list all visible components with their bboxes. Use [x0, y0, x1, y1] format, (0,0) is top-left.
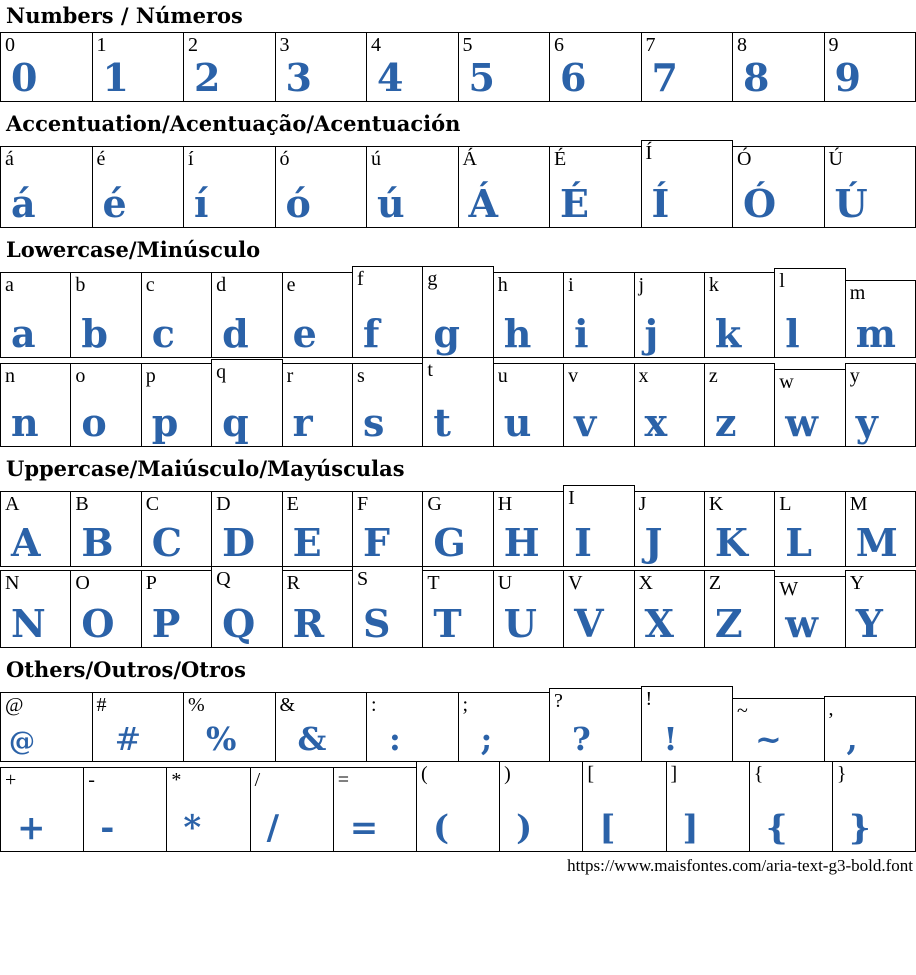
glyph-label: #: [96, 694, 107, 717]
glyph-cell: [704, 363, 775, 447]
glyph-cell: [141, 272, 212, 358]
glyph-cell: [845, 570, 916, 648]
glyph-cell: [0, 491, 71, 567]
section-lowercase: [0, 238, 916, 447]
glyph-preview: 3: [285, 55, 312, 101]
glyph-label: g: [427, 268, 438, 291]
section-title: Accentuation/Acentuação/Acentuación: [6, 111, 461, 137]
glyph-cell: [275, 32, 368, 102]
glyph-cell: [0, 32, 93, 102]
glyph-label: u: [497, 365, 508, 388]
glyph-preview: A: [11, 520, 41, 566]
glyph-preview: 5: [468, 55, 495, 101]
glyph-label: J: [638, 493, 647, 516]
glyph-row: [0, 566, 916, 648]
glyph-cell: [845, 280, 916, 358]
glyph-cell: [333, 767, 417, 852]
glyph-cell: [70, 570, 141, 648]
glyph-preview: %: [206, 720, 237, 759]
glyph-preview: -: [100, 808, 115, 849]
glyph-preview: [: [599, 808, 616, 849]
glyph-cell: [704, 491, 775, 567]
glyph-preview: }: [848, 808, 871, 849]
glyph-preview: 6: [560, 55, 587, 101]
glyph-preview: 4: [377, 55, 404, 101]
glyph-label: 6: [554, 34, 564, 57]
glyph-label: X: [638, 572, 653, 595]
glyph-label: ): [504, 763, 511, 786]
glyph-label: ?: [554, 690, 563, 713]
glyph-cell: [141, 363, 212, 447]
glyph-label: @: [5, 694, 24, 717]
glyph-label: U: [497, 572, 513, 595]
glyph-preview: K: [714, 520, 748, 566]
glyph-preview: É: [560, 181, 589, 227]
glyph-preview: k: [714, 311, 742, 357]
glyph-label: c: [145, 274, 155, 297]
section-numbers: [0, 4, 916, 102]
glyph-cell: [416, 761, 500, 852]
glyph-label: v: [568, 365, 579, 388]
glyph-preview: c: [151, 311, 175, 357]
section-uppercase: [0, 457, 916, 648]
glyph-preview: B: [81, 520, 114, 566]
glyph-cell: [166, 767, 250, 852]
glyph-preview: D: [222, 520, 256, 566]
glyph-preview: Á: [468, 181, 498, 227]
source-url: https://www.maisfontes.com/aria-text-g3-bold.font: [567, 856, 913, 876]
glyph-label: É: [554, 148, 567, 171]
glyph-cell: [366, 692, 459, 762]
glyph-cell: [92, 32, 185, 102]
glyph-cell: [704, 272, 775, 358]
glyph-cell: [549, 146, 642, 228]
glyph-label: m: [849, 282, 866, 305]
glyph-label: 2: [188, 34, 198, 57]
glyph-label: &: [279, 694, 296, 717]
glyph-preview: l: [785, 311, 800, 357]
glyph-label: d: [216, 274, 227, 297]
glyph-preview: #: [114, 720, 142, 759]
glyph-row: [0, 686, 916, 762]
glyph-preview: C: [151, 520, 183, 566]
glyph-cell: [282, 363, 353, 447]
glyph-label: }: [836, 763, 847, 786]
glyph-label: é: [96, 148, 106, 171]
glyph-label: 0: [5, 34, 15, 57]
glyph-cell: [0, 692, 93, 762]
glyph-cell: [183, 146, 276, 228]
glyph-label: +: [5, 769, 17, 792]
glyph-preview: j: [644, 311, 659, 357]
glyph-preview: x: [644, 400, 668, 446]
glyph-cell: [774, 576, 845, 648]
glyph-label: V: [568, 572, 583, 595]
glyph-label: Ú: [828, 148, 843, 171]
section-title: Others/Outros/Otros: [6, 657, 246, 683]
glyph-row: [0, 266, 916, 358]
glyph-preview: @: [9, 727, 35, 758]
section-accentuation: [0, 112, 916, 228]
glyph-cell: [422, 266, 493, 358]
glyph-preview: Ú: [834, 181, 868, 227]
glyph-preview: :: [389, 720, 401, 759]
glyph-label: -: [88, 769, 95, 792]
glyph-preview: ,: [846, 720, 858, 759]
glyph-label: ,: [828, 698, 834, 721]
glyph-preview: m: [855, 311, 896, 357]
glyph-preview: á: [11, 181, 36, 227]
glyph-preview: F: [362, 520, 390, 566]
glyph-preview: w: [785, 400, 819, 446]
glyph-row: [0, 357, 916, 447]
glyph-cell: [458, 146, 551, 228]
glyph-cell: [493, 491, 564, 567]
glyph-cell: [352, 491, 423, 567]
glyph-row: [0, 32, 916, 102]
glyph-cell: [282, 272, 353, 358]
glyph-label: ú: [371, 148, 381, 171]
glyph-row: [0, 485, 916, 567]
glyph-label: o: [75, 365, 86, 388]
glyph-preview: h: [503, 311, 532, 357]
glyph-preview: T: [433, 601, 462, 647]
glyph-label: ~: [737, 700, 748, 723]
glyph-label: 1: [96, 34, 107, 57]
glyph-preview: &: [297, 720, 327, 759]
glyph-cell: [774, 491, 845, 567]
glyph-cell: [92, 692, 185, 762]
glyph-cell: [70, 491, 141, 567]
glyph-cell: [641, 32, 734, 102]
glyph-label: H: [497, 493, 513, 516]
glyph-cell: [275, 146, 368, 228]
glyph-cell: [582, 761, 666, 852]
glyph-label: I: [568, 487, 575, 510]
glyph-label: *: [171, 769, 182, 792]
glyph-cell: [0, 363, 71, 447]
glyph-cell: [70, 272, 141, 358]
glyph-label: K: [708, 493, 724, 516]
glyph-preview: ]: [682, 808, 699, 849]
glyph-cell: [634, 363, 705, 447]
glyph-cell: [641, 140, 734, 228]
glyph-cell: [458, 692, 551, 762]
glyph-preview: E: [292, 520, 322, 566]
glyph-cell: [70, 363, 141, 447]
glyph-preview: i: [574, 311, 589, 357]
glyph-cell: [774, 268, 845, 358]
glyph-label: T: [427, 572, 440, 595]
glyph-label: Á: [462, 148, 477, 171]
glyph-cell: [549, 32, 642, 102]
glyph-cell: [563, 363, 634, 447]
glyph-preview: g: [433, 311, 460, 357]
glyph-label: E: [286, 493, 299, 516]
glyph-label: l: [779, 270, 785, 293]
glyph-label: S: [356, 568, 369, 591]
glyph-label: b: [75, 274, 86, 297]
glyph-cell: [704, 570, 775, 648]
glyph-label: x: [638, 365, 649, 388]
glyph-label: Í: [645, 142, 653, 165]
glyph-cell: [458, 32, 551, 102]
glyph-cell: [366, 146, 459, 228]
glyph-preview: Y: [855, 601, 883, 647]
glyph-preview: H: [503, 520, 540, 566]
glyph-cell: [352, 363, 423, 447]
glyph-label: e: [286, 274, 296, 297]
glyph-preview: o: [81, 400, 107, 446]
glyph-cell: [634, 491, 705, 567]
glyph-preview: I: [574, 520, 592, 566]
glyph-cell: [832, 761, 916, 852]
glyph-label: r: [286, 365, 294, 388]
glyph-label: w: [779, 371, 794, 394]
glyph-preview: V: [574, 601, 604, 647]
glyph-label: 8: [737, 34, 747, 57]
glyph-cell: [366, 32, 459, 102]
glyph-label: O: [75, 572, 90, 595]
glyph-preview: N: [11, 601, 46, 647]
glyph-cell: [732, 698, 825, 762]
glyph-cell: [211, 272, 282, 358]
glyph-cell: [92, 146, 185, 228]
glyph-label: [: [587, 763, 594, 786]
glyph-cell: [183, 32, 276, 102]
glyph-cell: [352, 566, 423, 648]
glyph-cell: [549, 688, 642, 762]
glyph-label: :: [371, 694, 377, 717]
glyph-preview: Í: [651, 181, 670, 227]
glyph-cell: [83, 767, 167, 852]
glyph-preview: í: [194, 181, 209, 227]
glyph-cell: [493, 272, 564, 358]
glyph-cell: [824, 32, 916, 102]
glyph-cell: [250, 767, 334, 852]
glyph-label: D: [216, 493, 231, 516]
glyph-preview: 9: [834, 55, 861, 101]
glyph-preview: q: [222, 400, 249, 446]
glyph-label: Y: [849, 572, 865, 595]
glyph-cell: [774, 369, 845, 447]
glyph-cell: [0, 146, 93, 228]
glyph-cell: [845, 491, 916, 567]
glyph-cell: [493, 363, 564, 447]
glyph-preview: e: [292, 311, 317, 357]
glyph-label: W: [779, 578, 799, 601]
glyph-label: F: [356, 493, 369, 516]
glyph-preview: v: [574, 400, 597, 446]
glyph-label: ]: [670, 763, 678, 786]
glyph-label: t: [427, 359, 433, 382]
glyph-label: 5: [462, 34, 473, 57]
glyph-preview: Ó: [743, 181, 777, 227]
glyph-cell: [563, 485, 634, 567]
glyph-preview: ó: [285, 181, 311, 227]
glyph-preview: /: [266, 808, 279, 849]
glyph-label: p: [145, 365, 156, 388]
glyph-label: j: [638, 274, 645, 297]
glyph-preview: 1: [102, 55, 129, 101]
glyph-cell: [634, 272, 705, 358]
glyph-row: [0, 761, 916, 852]
glyph-cell: [666, 761, 750, 852]
glyph-cell: [422, 357, 493, 447]
glyph-label: z: [708, 365, 718, 388]
glyph-label: Z: [708, 572, 722, 595]
glyph-label: 9: [828, 34, 839, 57]
glyph-label: N: [5, 572, 20, 595]
glyph-preview: z: [714, 400, 737, 446]
glyph-preview: (: [432, 808, 450, 849]
glyph-cell: [824, 696, 916, 762]
glyph-preview: a: [11, 311, 36, 357]
section-title: Numbers / Números: [6, 3, 243, 28]
glyph-label: Q: [216, 568, 231, 591]
glyph-preview: b: [81, 311, 108, 357]
glyph-cell: [211, 566, 282, 648]
glyph-cell: [732, 146, 825, 228]
glyph-label: =: [337, 769, 350, 792]
section-title: Lowercase/Minúsculo: [6, 237, 261, 263]
glyph-preview: 0: [11, 55, 38, 101]
glyph-preview: 8: [743, 55, 770, 101]
glyph-label: (: [420, 763, 428, 786]
section-others: [0, 658, 916, 852]
glyph-label: h: [497, 274, 508, 297]
glyph-preview: t: [433, 400, 451, 446]
glyph-preview: L: [785, 520, 813, 566]
glyph-preview: ): [516, 808, 533, 849]
glyph-preview: ú: [377, 181, 405, 227]
glyph-sections: [0, 4, 916, 852]
glyph-preview: J: [644, 520, 663, 566]
glyph-cell: [0, 570, 71, 648]
glyph-preview: Z: [714, 601, 743, 647]
glyph-label: %: [188, 694, 205, 717]
glyph-cell: [0, 272, 71, 358]
glyph-label: C: [145, 493, 160, 516]
glyph-preview: f: [362, 311, 380, 357]
glyph-label: L: [779, 493, 792, 516]
glyph-label: a: [5, 274, 14, 297]
glyph-cell: [282, 491, 353, 567]
glyph-cell: [641, 686, 734, 762]
glyph-label: f: [356, 268, 364, 291]
glyph-preview: P: [151, 601, 181, 647]
glyph-label: y: [849, 365, 860, 388]
glyph-label: n: [5, 365, 15, 388]
glyph-label: 3: [279, 34, 290, 57]
glyph-cell: [732, 32, 825, 102]
glyph-cell: [634, 570, 705, 648]
glyph-label: P: [145, 572, 157, 595]
glyph-label: B: [75, 493, 89, 516]
glyph-cell: [499, 761, 583, 852]
glyph-preview: {: [765, 808, 788, 849]
glyph-preview: U: [503, 601, 537, 647]
glyph-preview: !: [663, 720, 678, 759]
glyph-preview: p: [151, 400, 179, 446]
glyph-preview: S: [362, 601, 391, 647]
glyph-cell: [422, 570, 493, 648]
glyph-preview: ~: [755, 720, 782, 759]
glyph-label: ;: [462, 694, 469, 717]
glyph-label: 4: [371, 34, 381, 57]
section-title: Uppercase/Maiúsculo/Mayúsculas: [6, 456, 405, 482]
glyph-preview: =: [349, 808, 379, 849]
glyph-preview: +: [17, 808, 46, 849]
glyph-preview: M: [855, 520, 898, 566]
glyph-label: s: [356, 365, 365, 388]
glyph-cell: [563, 272, 634, 358]
glyph-preview: 2: [194, 55, 221, 101]
glyph-label: i: [568, 274, 574, 297]
glyph-preview: d: [222, 311, 249, 357]
glyph-cell: [422, 491, 493, 567]
glyph-preview: *: [183, 808, 202, 849]
glyph-preview: w: [785, 601, 819, 647]
glyph-preview: s: [362, 400, 385, 446]
glyph-cell: [211, 491, 282, 567]
glyph-cell: [749, 761, 833, 852]
glyph-preview: u: [503, 400, 532, 446]
glyph-preview: r: [292, 400, 313, 446]
glyph-cell: [824, 146, 916, 228]
glyph-preview: R: [292, 601, 325, 647]
glyph-preview: Q: [222, 601, 256, 647]
glyph-preview: 7: [651, 55, 678, 101]
glyph-cell: [563, 570, 634, 648]
glyph-label: M: [849, 493, 868, 516]
glyph-row: [0, 140, 916, 228]
glyph-label: á: [5, 148, 14, 171]
glyph-preview: é: [102, 181, 127, 227]
glyph-cell: [141, 570, 212, 648]
glyph-label: A: [5, 493, 20, 516]
glyph-preview: ;: [480, 720, 493, 759]
glyph-label: ó: [279, 148, 290, 171]
glyph-cell: [845, 363, 916, 447]
glyph-label: /: [254, 769, 261, 792]
glyph-cell: [282, 570, 353, 648]
glyph-preview: G: [433, 520, 466, 566]
glyph-cell: [141, 491, 212, 567]
glyph-cell: [0, 767, 84, 852]
glyph-preview: ?: [572, 720, 591, 759]
glyph-label: !: [645, 688, 653, 711]
glyph-cell: [352, 266, 423, 358]
glyph-cell: [211, 359, 282, 447]
glyph-cell: [493, 570, 564, 648]
glyph-label: k: [708, 274, 719, 297]
glyph-label: {: [753, 763, 764, 786]
glyph-label: R: [286, 572, 300, 595]
glyph-label: G: [427, 493, 442, 516]
glyph-label: 7: [645, 34, 656, 57]
glyph-cell: [183, 692, 276, 762]
glyph-preview: n: [11, 400, 39, 446]
glyph-label: í: [188, 148, 194, 171]
glyph-preview: y: [855, 400, 878, 446]
glyph-preview: O: [81, 601, 115, 647]
glyph-cell: [275, 692, 368, 762]
glyph-preview: X: [644, 601, 674, 647]
glyph-label: Ó: [737, 148, 752, 171]
glyph-label: q: [216, 361, 227, 384]
